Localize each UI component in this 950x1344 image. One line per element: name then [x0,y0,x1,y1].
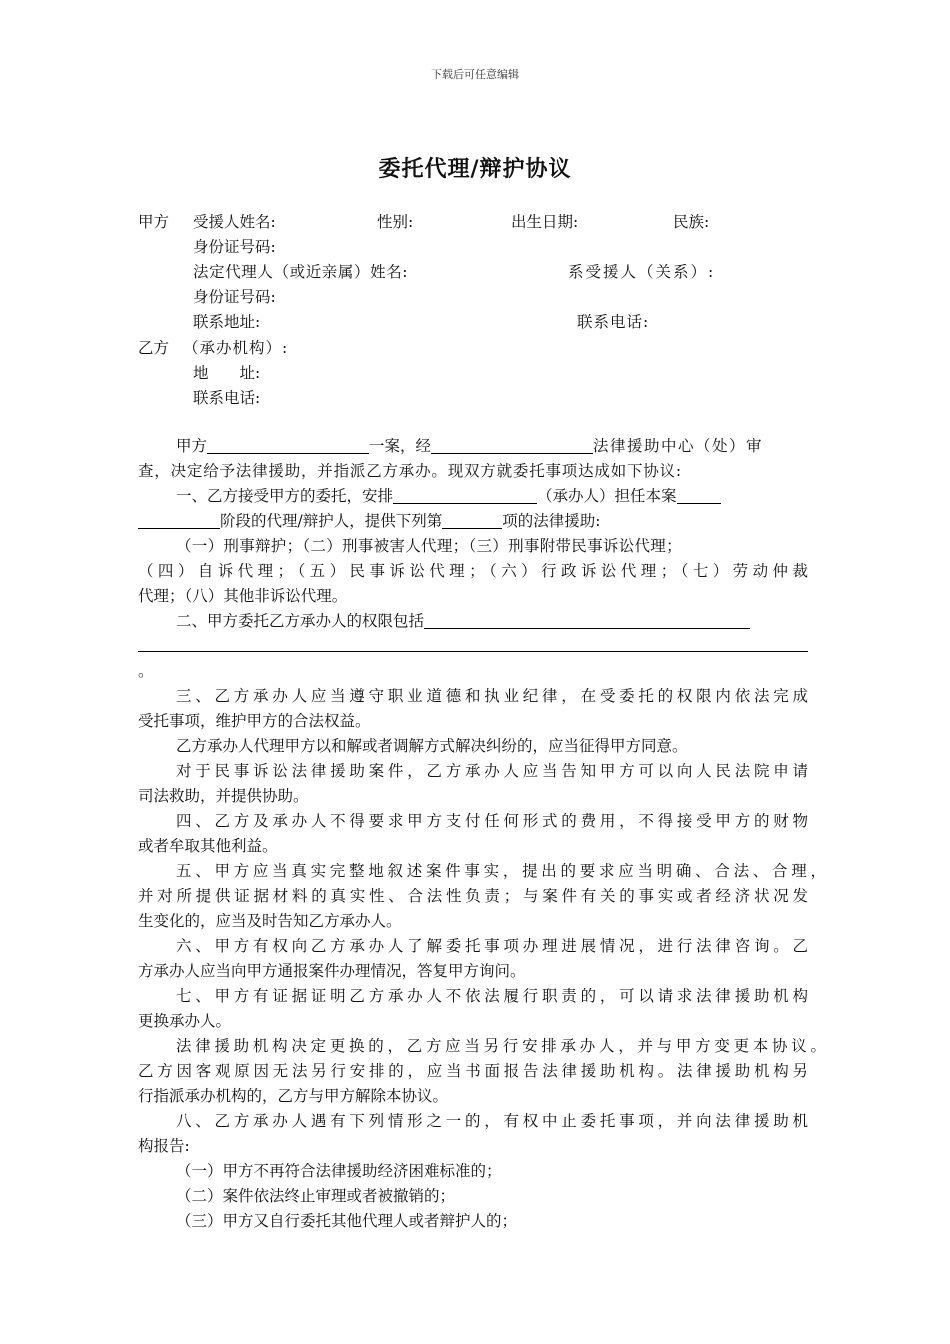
party-a-dob-label: 出生日期: [511,213,579,231]
party-b-org-label: （承办机构）: [183,339,289,357]
clause3-line-5: 司法救助，并提供协助。 [138,787,309,805]
clause7-line-3: 法律援助机构决定更换的，乙方应当另行安排承办人，并与甲方变更本协议。 [176,1037,826,1055]
party-a-ethnicity-label: 民族: [673,213,710,231]
clause8-line-1: 八、乙方承办人遇有下列情形之一的，有权中止委托事项，并向法律援助机 [176,1112,808,1130]
page-title: 委托代理/辩护协议 [378,157,572,182]
clause8-item-1: （一）甲方不再符合法律援助经济困难标准的； [176,1162,502,1180]
party-a-name-label: 受援人姓名: [193,213,276,231]
party-b-address-label: 地 址: [193,364,261,382]
intro-text-b: 一案，经 [369,437,432,455]
party-a-guardian-label: 法定代理人（或近亲属）姓名: [193,263,409,281]
party-a-gender-label: 性别: [377,213,414,231]
stage-blank-2 [138,512,220,529]
authority-blank-2 [138,651,808,652]
party-a-label: 甲方 [138,213,170,231]
clause3-line-3: 乙方承办人代理甲方以和解或者调解方式解决纠纷的，应当征得甲方同意。 [176,737,688,755]
clause7-line-1: 七、甲方有证据证明乙方承办人不依法履行职责的，可以请求法律援助机构 [176,987,808,1005]
intro-text-c: 法律援助中心（处）审 [593,437,764,455]
clause3-line-4: 对于民事诉讼法律援助案件，乙方承办人应当告知甲方可以向人民法院申请 [176,762,808,780]
aid-center-blank [431,437,593,454]
party-b-phone-label: 联系电话: [193,389,261,407]
clause7-line-4: 乙方因客观原因无法另行安排的，应当书面报告法律援助机构。法律援助机构另 [138,1062,808,1080]
clause6-line-1: 六、甲方有权向乙方承办人了解委托事项办理进展情况，进行法律咨询。乙 [176,937,808,955]
case-name-blank [207,437,369,454]
clause1-options-3: 代理；（八）其他非诉讼代理。 [138,587,348,605]
clause1-text-d: 项的法律援助: [502,512,601,530]
intro-text-a: 甲方 [176,437,208,455]
authority-blank-1 [424,612,750,629]
clause1-text-a: 一、乙方接受甲方的委托，安排 [176,487,394,505]
clause1-options-1: （一）刑事辩护；（二）刑事被害人代理；（三）刑事附带民事诉讼代理； [176,537,682,555]
party-b-label: 乙方 [138,339,170,357]
clause1-text-b: （承办人）担任本案 [537,487,677,505]
clause7-line-5: 行指派承办机构的，乙方与甲方解除本协议。 [138,1087,449,1105]
party-a-id2-label: 身份证号码: [193,288,276,306]
intro-line-1 [176,436,763,456]
clause2-line-1 [176,611,750,631]
party-a-address-label: 联系地址: [193,313,261,331]
clause8-line-2: 构报告: [138,1137,190,1155]
party-a-phone-label: 联系电话: [577,313,650,331]
clause5-line-3: 生变化的，应当及时告知乙方承办人。 [138,912,402,930]
clause1-line-1 [176,486,721,506]
clause7-line-2: 更换承办人。 [138,1012,232,1030]
clause3-line-2: 受托事项，维护甲方的合法权益。 [138,712,371,730]
party-a-id-label: 身份证号码: [193,238,276,256]
stage-blank-1 [677,487,721,504]
clause5-line-1: 五、甲方应当真实完整地叙述案件事实，提出的要求应当明确、合法、合理， [176,862,826,880]
page-header-note: 下载后可任意编辑 [431,68,519,81]
clause1-line-2 [138,511,600,531]
clause2-text-a: 二、甲方委托乙方承办人的权限包括 [176,612,425,630]
clause8-item-3: （三）甲方又自行委托其他代理人或者辩护人的； [176,1212,518,1230]
clause1-options-2: （四）自诉代理；（五）民事诉讼代理；（六）行政诉讼代理；（七）劳动仲裁 [138,562,808,580]
item-number-blank [442,512,502,529]
clause2-end: 。 [138,662,154,680]
intro-line-2: 查，决定给予法律援助，并指派乙方承办。现双方就委托事项达成如下协议: [138,462,682,480]
party-a-relation-label: 系受援人（关系）: [568,263,716,281]
clause6-line-2: 方承办人应当向甲方通报案件办理情况，答复甲方询问。 [138,962,526,980]
handler-blank [393,487,537,504]
clause1-text-c: 阶段的代理/辩护人，提供下列第 [220,512,443,530]
clause3-line-1: 三、乙方承办人应当遵守职业道德和执业纪律，在受委托的权限内依法完成 [176,687,808,705]
clause5-line-2: 并对所提供证据材料的真实性、合法性负责；与案件有关的事实或者经济状况发 [138,887,808,905]
clause4-line-2: 或者牟取其他利益。 [138,837,278,855]
clause4-line-1: 四、乙方及承办人不得要求甲方支付任何形式的费用，不得接受甲方的财物 [176,812,808,830]
clause8-item-2: （二）案件依法终止审理或者被撤销的； [176,1187,456,1205]
